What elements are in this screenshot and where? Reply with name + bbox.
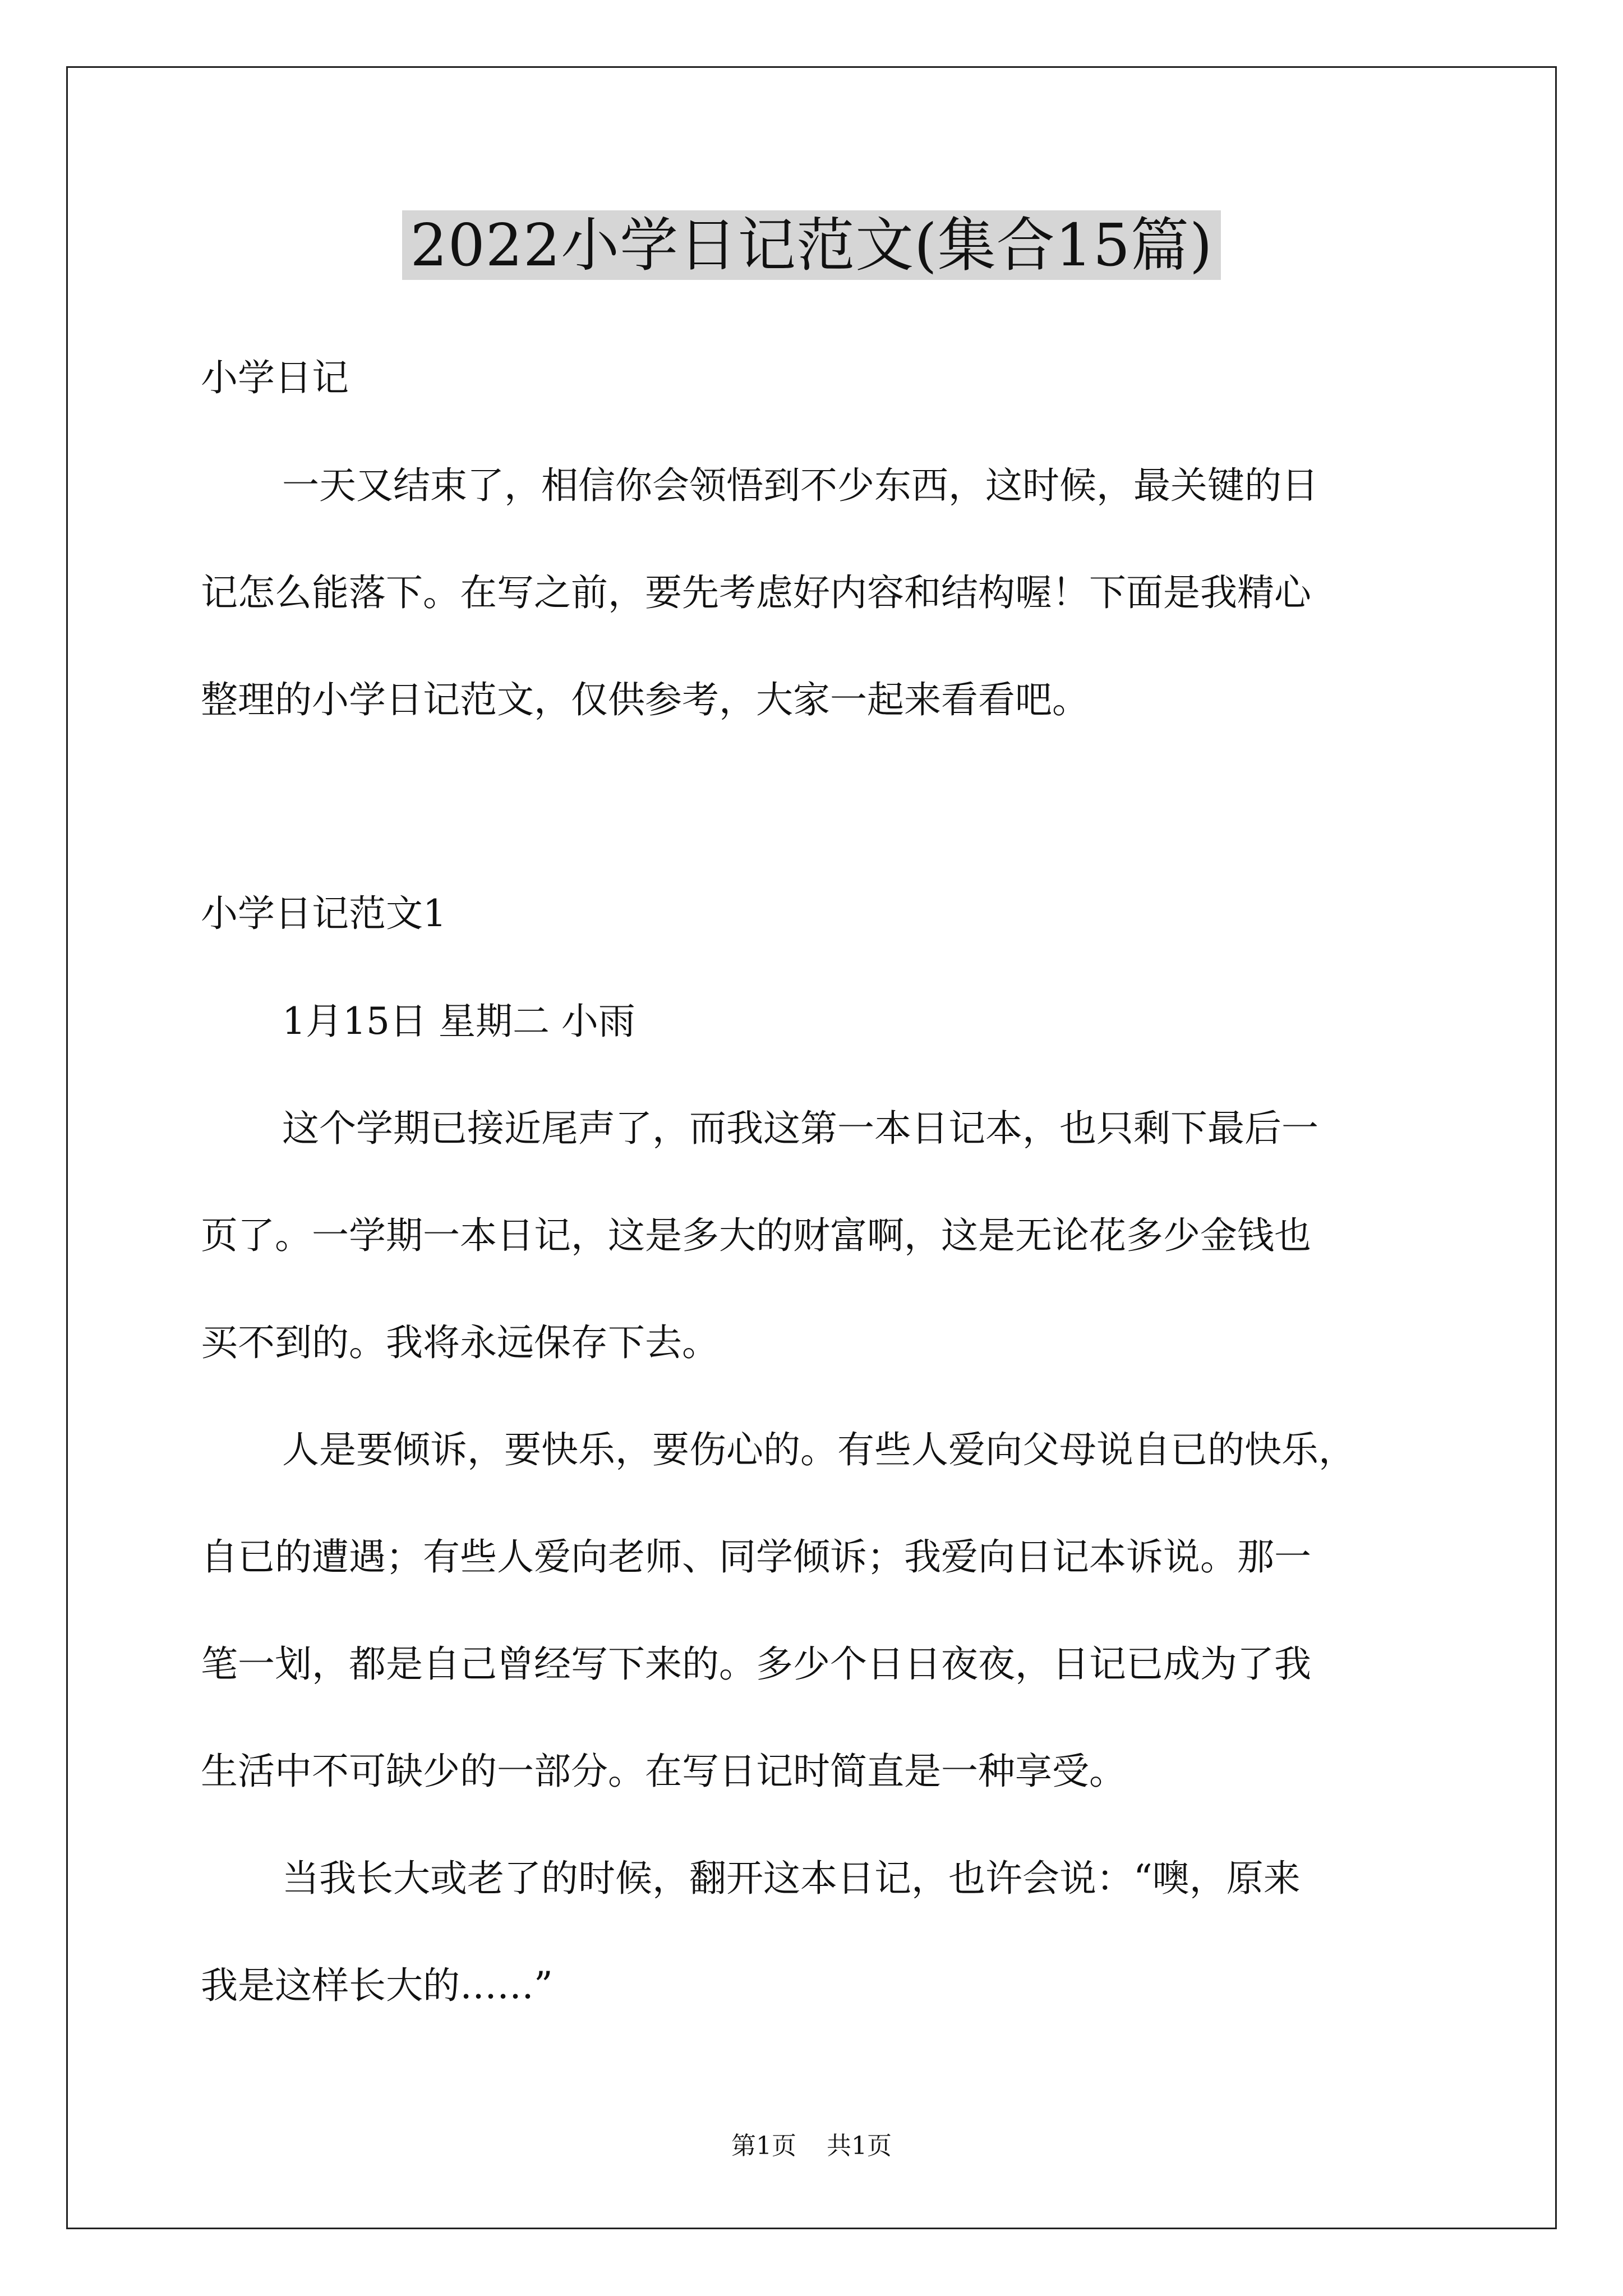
paragraph-line: 自已的遭遇；有些人爱向老师、同学倾诉；我爱向日记本诉说。那一 bbox=[201, 1535, 1311, 1579]
date-line: 1月15日 星期二 小雨 bbox=[282, 1000, 635, 1043]
title-container bbox=[0, 210, 1623, 280]
paragraph-line: 买不到的。我将永远保存下去。 bbox=[201, 1321, 719, 1364]
paragraph-line: 生活中不可缺少的一部分。在写日记时简直是一种享受。 bbox=[201, 1750, 1126, 1793]
page-total: 共1页 bbox=[827, 2132, 892, 2160]
paragraph-line: 这个学期已接近尾声了，而我这第一本日记本，也只剩下最后一 bbox=[282, 1107, 1318, 1150]
paragraph-line: 笔一划，都是自己曾经写下来的。多少个日日夜夜，日记已成为了我 bbox=[201, 1642, 1311, 1686]
paragraph-line: 人是要倾诉，要快乐，要伤心的。有些人爱向父母说自已的快乐， bbox=[282, 1428, 1355, 1471]
paragraph-line: 页了。一学期一本日记，这是多大的财富啊，这是无论花多少金钱也 bbox=[201, 1214, 1311, 1257]
section-heading: 小学日记范文1 bbox=[201, 892, 446, 935]
paragraph-line: 当我长大或老了的时候，翻开这本日记，也许会说：“噢，原来 bbox=[282, 1857, 1301, 1900]
intro-line: 一天又结束了，相信你会领悟到不少东西，这时候，最关键的日 bbox=[282, 464, 1318, 507]
page-number: 第1页 bbox=[731, 2132, 796, 2160]
document-title: 2022小学日记范文(集合15篇) bbox=[402, 210, 1220, 280]
paragraph-line: 我是这样长大的……” bbox=[201, 1964, 553, 2007]
intro-line: 记怎么能落下。在写之前，要先考虑好内容和结构喔！下面是我精心 bbox=[201, 571, 1311, 614]
intro-heading: 小学日记 bbox=[201, 356, 349, 399]
page-footer bbox=[0, 2131, 1623, 2162]
intro-line: 整理的小学日记范文，仅供参考，大家一起来看看吧。 bbox=[201, 678, 1089, 721]
